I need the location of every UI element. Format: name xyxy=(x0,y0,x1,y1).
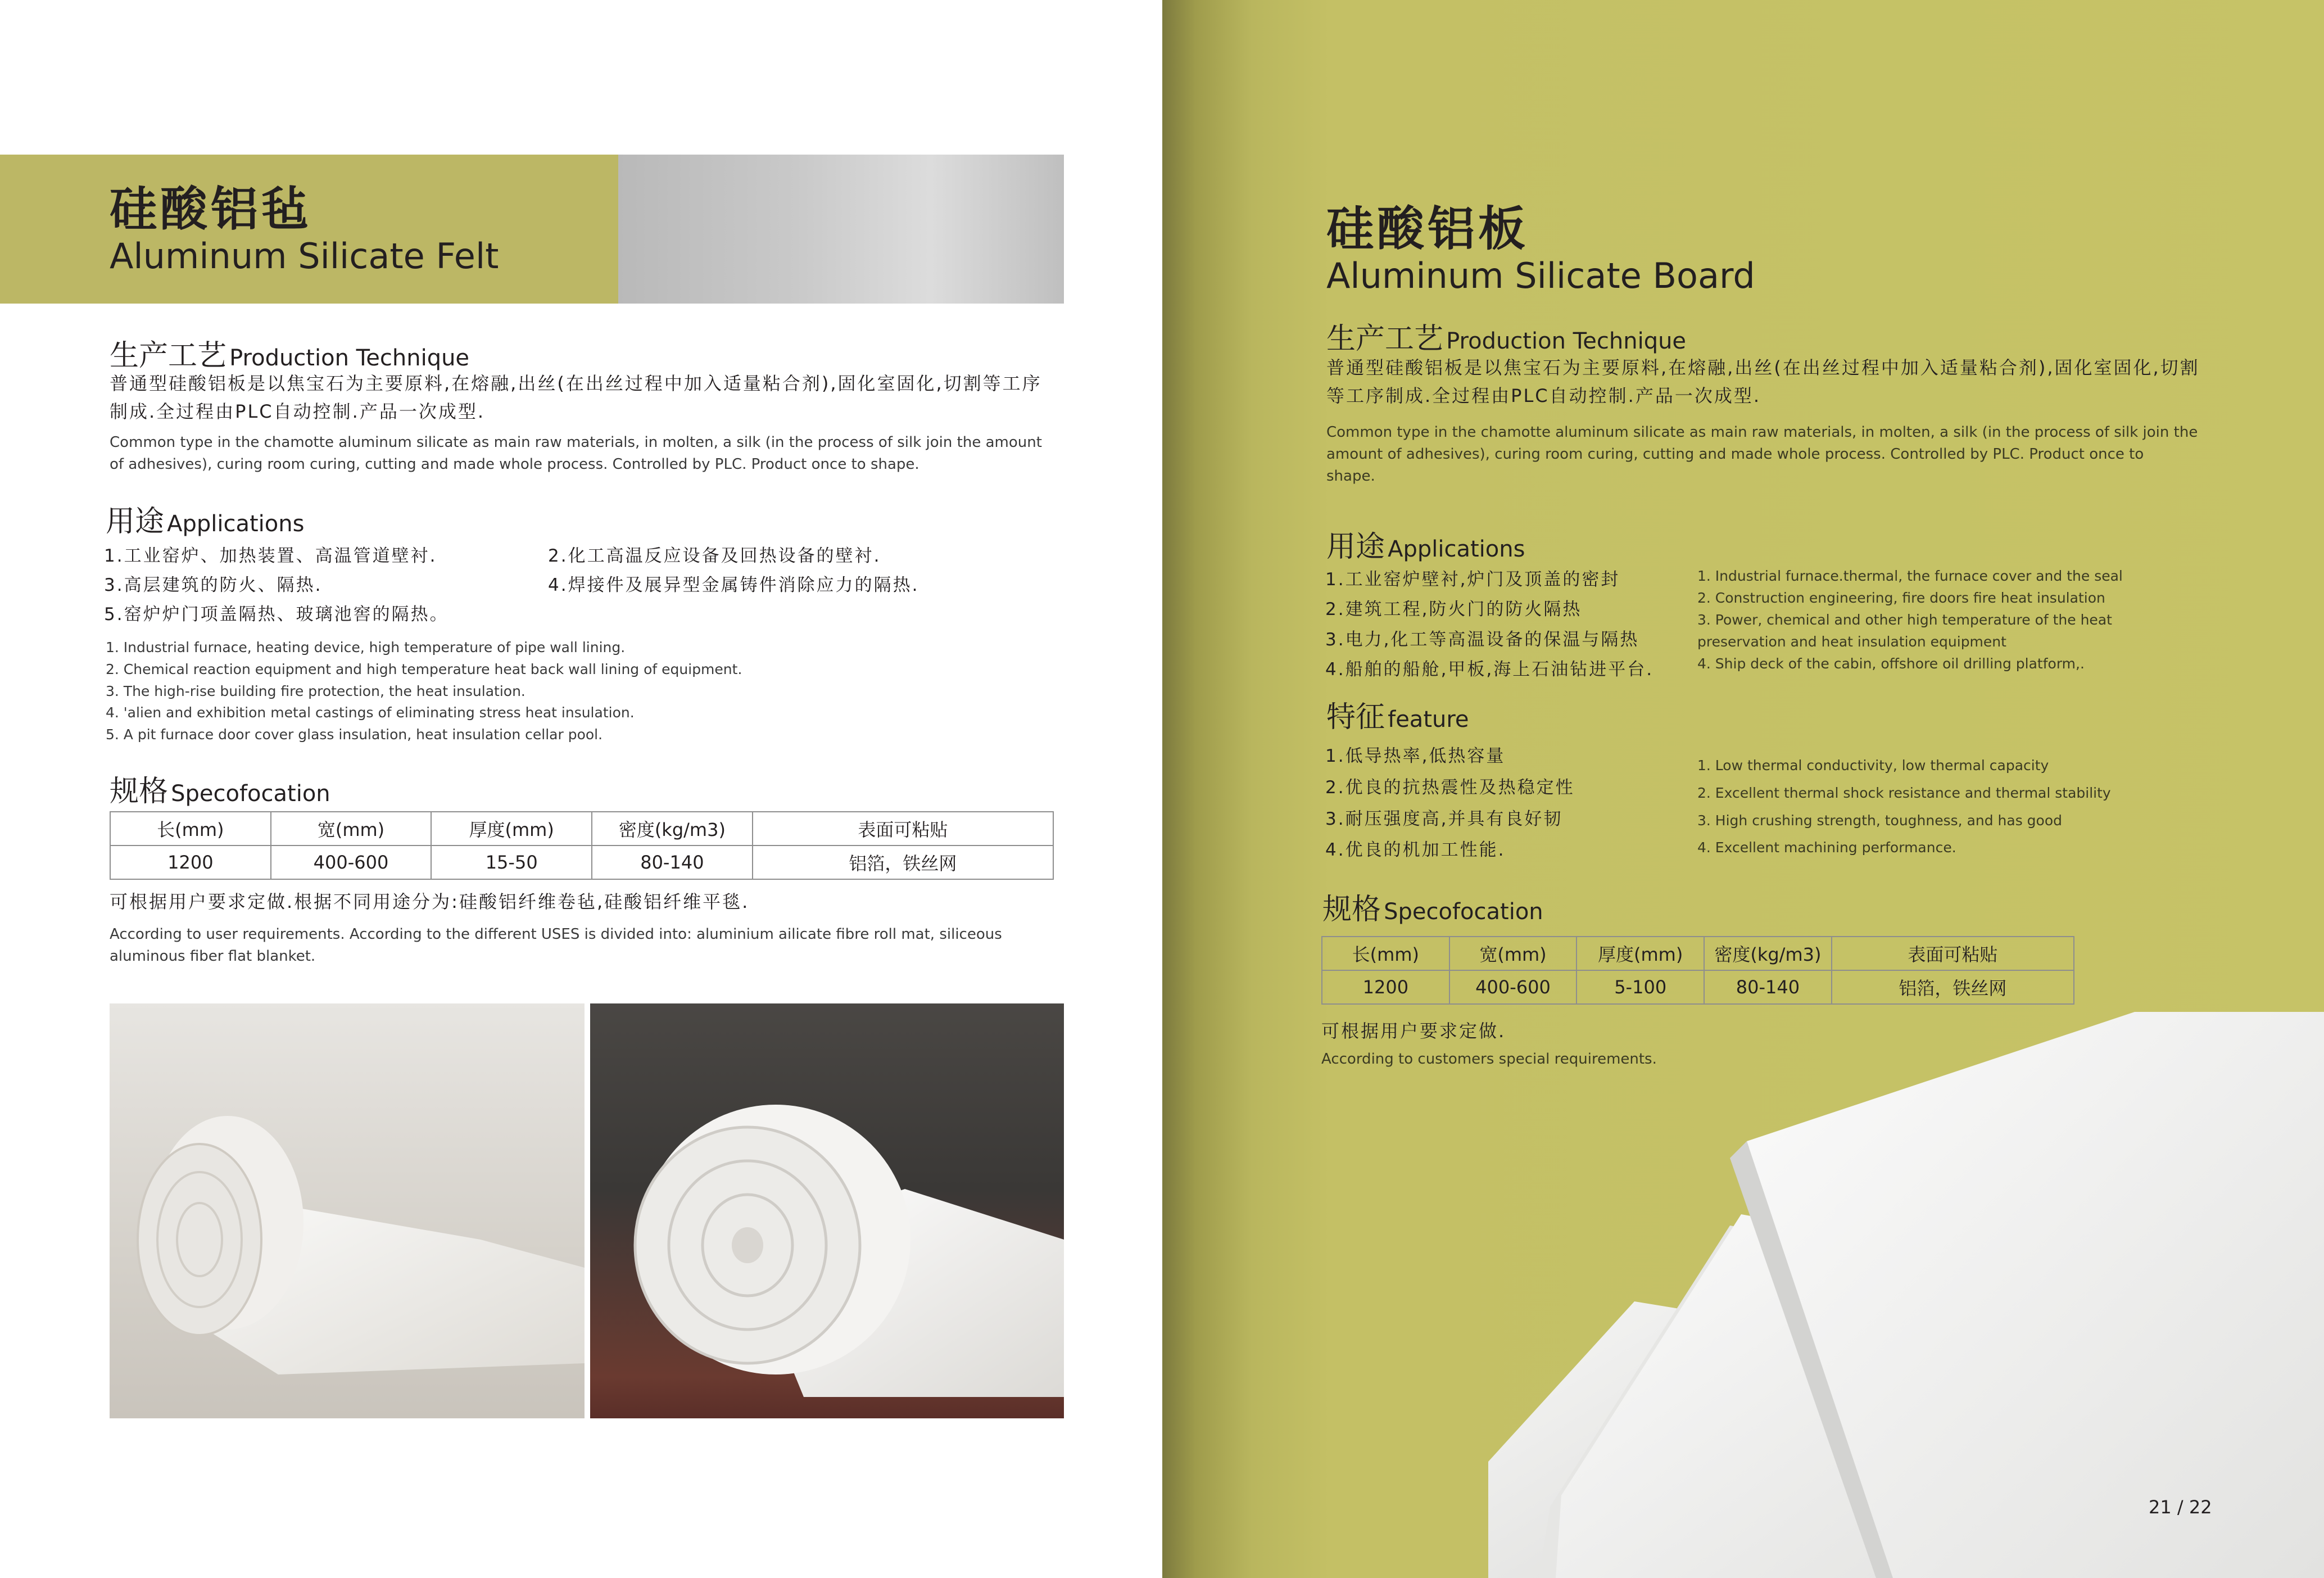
feature-en-item: 1. Low thermal conductivity, low thermal capacity xyxy=(1697,757,2049,774)
spec-value-cell: 400-600 xyxy=(271,845,432,879)
production-zh-line: 等工序制成.全过程由PLC自动控制.产品一次成型. xyxy=(1326,385,1761,406)
feature-heading-en: feature xyxy=(1388,707,1469,733)
spec-header-cell: 密度(kg/m3) xyxy=(592,812,753,845)
app-en-item: 3. Power, chemical and other high temperature of the heat xyxy=(1697,612,2112,628)
felt-app-zh-4: 4.焊接件及展异型金属铸件消除应力的隔热. xyxy=(548,575,919,595)
spec-header-cell: 表面可粘贴 xyxy=(753,812,1053,845)
app-zh-item: 1.工业窑炉壁衬,炉门及顶盖的密封 xyxy=(1325,569,1620,590)
feature-zh-item: 2.优良的抗热震性及热稳定性 xyxy=(1325,777,1575,798)
applications-heading-en: Applications xyxy=(1388,536,1525,562)
felt-roll-illustration xyxy=(590,1003,1064,1418)
app-en-item: 1. Industrial furnace, heating device, high temperature of pipe wall lining. xyxy=(106,639,626,655)
spec-value-row xyxy=(110,845,1053,879)
felt-spec-table xyxy=(110,811,1054,880)
board-app-zh-list xyxy=(1325,565,1653,685)
app-en-item: preservation and heat insulation equipment xyxy=(1697,634,2006,650)
spec-header-cell: 长(mm) xyxy=(1322,937,1449,970)
felt-production-en xyxy=(110,432,1042,476)
production-zh-line: 普通型硅酸铝板是以焦宝石为主要原料,在熔融,出丝(在出丝过程中加入适量粘合剂),固化室固化,切割 xyxy=(1326,357,2200,378)
board-production-zh xyxy=(1326,354,2200,410)
board-app-en-list xyxy=(1697,565,2123,675)
spec-value-cell: 5-100 xyxy=(1576,970,1704,1004)
production-en-line: of adhesives), curing room curing, cutting and made whole process. Controlled by PLC. Product once to shape. xyxy=(110,456,919,473)
spec-header-cell: 厚度(mm) xyxy=(1576,937,1704,970)
felt-app-zh-2: 2.化工高温反应设备及回热设备的壁衬. xyxy=(548,546,881,566)
app-en-item: 1. Industrial furnace.thermal, the furnace cover and the seal xyxy=(1697,568,2123,584)
felt-applications-heading xyxy=(106,498,304,540)
felt-app-en-list xyxy=(106,637,742,746)
board-spec-table xyxy=(1321,936,2074,1005)
feature-en-item: 3. High crushing strength, toughness, and has good xyxy=(1697,812,2063,829)
spec-heading-zh: 规格 xyxy=(1322,893,1381,926)
production-heading-en: Production Technique xyxy=(1446,328,1687,354)
board-feature-zh-list xyxy=(1325,741,1575,866)
board-spec-note-en: According to customers special requirements. xyxy=(1321,1051,1657,1068)
felt-spec-heading xyxy=(110,767,330,810)
production-en-line: Common type in the chamotte aluminum silicate as main raw materials, in molten, a silk (in the process of silk join the xyxy=(1326,424,2198,441)
spec-heading-en: Specofocation xyxy=(1384,899,1543,925)
feature-heading-zh: 特征 xyxy=(1326,700,1385,734)
spec-note-en-line: aluminous fiber flat blanket. xyxy=(110,948,316,965)
spec-value-cell: 400-600 xyxy=(1449,970,1577,1004)
felt-title-zh: 硅酸铝毡 xyxy=(110,182,312,237)
spec-header-cell: 厚度(mm) xyxy=(431,812,592,845)
production-zh-line: 制成.全过程由PLC自动控制.产品一次成型. xyxy=(110,400,485,422)
board-applications-heading xyxy=(1326,523,1525,565)
production-en-line: amount of adhesives), curing room curing, cutting and made whole process. Controlled by PLC. Product once to xyxy=(1326,446,2144,463)
board-feature-heading xyxy=(1326,693,1469,735)
felt-title-en: Aluminum Silicate Felt xyxy=(110,236,499,277)
board-feature-en-list xyxy=(1697,752,2111,862)
applications-heading-en: Applications xyxy=(167,511,305,537)
production-en-line: shape. xyxy=(1326,468,1375,485)
felt-app-zh-1: 1.工业窑炉、加热装置、高温管道壁衬. xyxy=(104,546,437,566)
production-heading-zh: 生产工艺 xyxy=(1326,322,1444,356)
applications-heading-zh: 用途 xyxy=(1326,530,1385,564)
felt-production-heading xyxy=(110,332,469,374)
spec-header-cell: 密度(kg/m3) xyxy=(1704,937,1832,970)
spec-value-cell: 15-50 xyxy=(431,845,592,879)
spec-header-cell: 表面可粘贴 xyxy=(1832,937,2074,970)
felt-spec-note-zh: 可根据用户要求定做.根据不同用途分为:硅酸铝纤维卷毡,硅酸铝纤维平毯. xyxy=(110,891,750,912)
feature-zh-item: 4.优良的机加工性能. xyxy=(1325,840,1506,861)
spec-value-cell: 1200 xyxy=(1322,970,1449,1004)
board-production-en xyxy=(1326,422,2198,487)
right-page xyxy=(1162,0,2324,1578)
spec-header-row xyxy=(110,812,1053,845)
app-en-item: 5. A pit furnace door cover glass insulation, heat insulation cellar pool. xyxy=(106,726,603,743)
felt-roll-illustration xyxy=(110,1003,585,1418)
feature-en-item: 4. Excellent machining performance. xyxy=(1697,839,1956,856)
board-production-heading xyxy=(1326,315,1686,357)
felt-spec-note-en xyxy=(110,924,1002,967)
page-number: 21 / 22 xyxy=(2149,1496,2212,1518)
spec-heading-zh: 规格 xyxy=(110,775,169,808)
felt-app-zh-3: 3.高层建筑的防火、隔热. xyxy=(104,575,323,595)
app-en-item: 2. Chemical reaction equipment and high temperature heat back wall lining of equipment. xyxy=(106,661,742,677)
production-en-line: Common type in the chamotte aluminum silicate as main raw materials, in molten, a silk (in the process of silk join the amount xyxy=(110,434,1042,451)
app-en-item: 3. The high-rise building fire protection, the heat insulation. xyxy=(106,682,525,699)
board-spec-heading xyxy=(1322,885,1543,928)
board-spec-note-zh: 可根据用户要求定做. xyxy=(1321,1020,1506,1042)
spec-header-row xyxy=(1322,937,2074,970)
felt-production-zh xyxy=(110,370,1042,426)
spec-header-cell: 长(mm) xyxy=(110,812,271,845)
app-zh-item: 3.电力,化工等高温设备的保温与隔热 xyxy=(1325,629,1639,650)
app-zh-item: 4.船舶的船舱,甲板,海上石油钻进平台. xyxy=(1325,659,1654,680)
spec-value-row xyxy=(1322,970,2074,1004)
board-photo xyxy=(1488,1012,2324,1578)
feature-zh-item: 3.耐压强度高,并具有良好韧 xyxy=(1325,808,1563,829)
spec-note-en-line: According to user requirements. According to the different USES is divided into: aluminium ailicate fibre roll mat, siliceous xyxy=(110,926,1002,943)
app-en-item: 4. Ship deck of the cabin, offshore oil drilling platform,. xyxy=(1697,655,2085,672)
title-gray-block xyxy=(618,155,1064,304)
app-zh-item: 2.建筑工程,防火门的防火隔热 xyxy=(1325,599,1582,620)
felt-roll-photo-1 xyxy=(110,1003,585,1418)
spec-header-cell: 宽(mm) xyxy=(271,812,432,845)
spec-value-cell: 铝箔，铁丝网 xyxy=(753,845,1053,879)
applications-heading-zh: 用途 xyxy=(106,505,165,539)
spec-value-cell: 80-140 xyxy=(592,845,753,879)
spec-value-cell: 1200 xyxy=(110,845,271,879)
production-heading-en: Production Technique xyxy=(229,345,470,371)
spec-value-cell: 铝箔，铁丝网 xyxy=(1832,970,2074,1004)
board-title-en: Aluminum Silicate Board xyxy=(1326,255,1755,296)
spec-header-cell: 宽(mm) xyxy=(1449,937,1577,970)
felt-app-zh-5: 5.窑炉炉门项盖隔热、玻璃池窖的隔热。 xyxy=(104,604,449,625)
production-zh-line: 普通型硅酸铝板是以焦宝石为主要原料,在熔融,出丝(在出丝过程中加入适量粘合剂),固化室固化,切割等工序 xyxy=(110,373,1042,394)
app-en-item: 2. Construction engineering, fire doors fire heat insulation xyxy=(1697,590,2105,606)
board-title-zh: 硅酸铝板 xyxy=(1326,201,1529,256)
felt-roll-photo-2 xyxy=(590,1003,1064,1418)
spec-value-cell: 80-140 xyxy=(1704,970,1832,1004)
spec-heading-en: Specofocation xyxy=(171,781,330,807)
feature-en-item: 2. Excellent thermal shock resistance and thermal stability xyxy=(1697,784,2111,801)
production-heading-zh: 生产工艺 xyxy=(110,339,227,373)
app-en-item: 4. 'alien and exhibition metal castings of eliminating stress heat insulation. xyxy=(106,704,635,721)
feature-zh-item: 1.低导热率,低热容量 xyxy=(1325,746,1506,766)
